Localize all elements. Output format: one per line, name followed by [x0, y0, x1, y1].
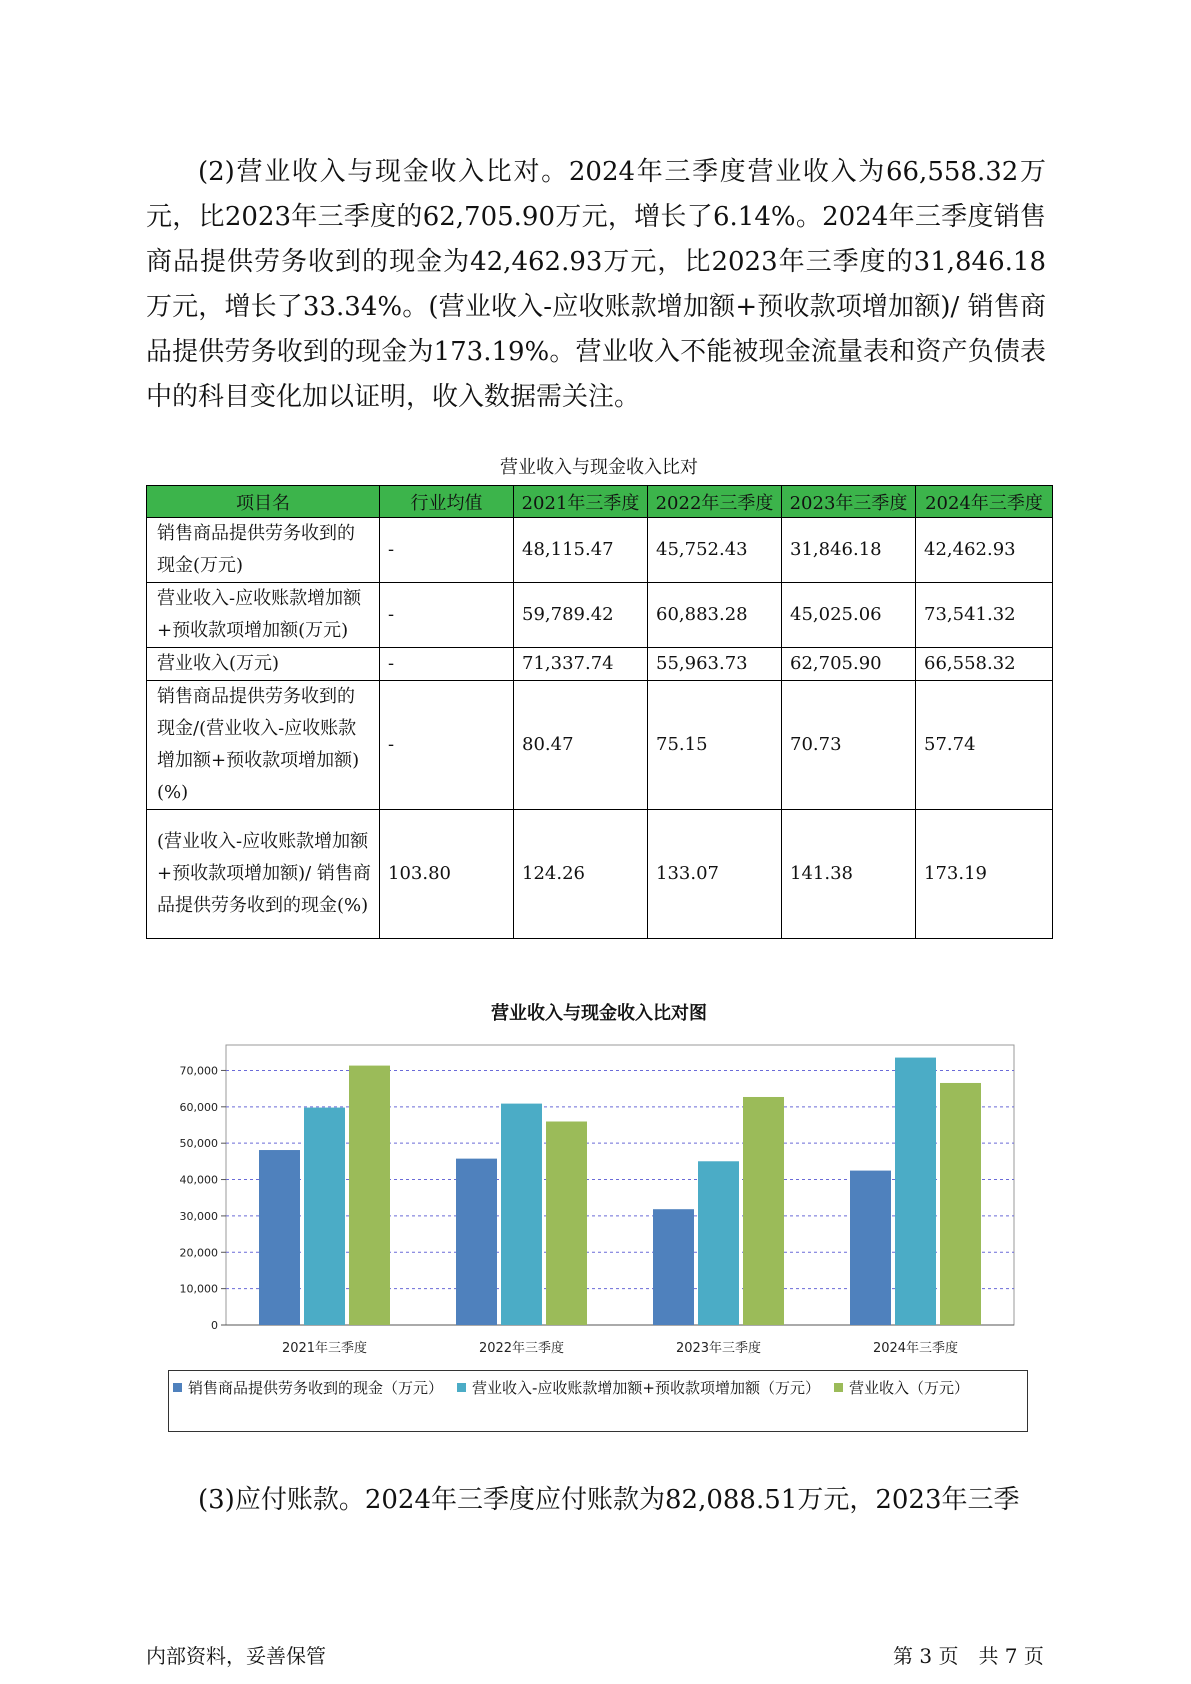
- header-item-name: 项目名: [147, 486, 380, 518]
- legend-label: 销售商品提供劳务收到的现金（万元）: [188, 1379, 444, 1397]
- bar: [546, 1121, 587, 1325]
- y-tick-label: 50,000: [179, 1137, 218, 1151]
- next-section-paragraph: [146, 1478, 1046, 1523]
- y-tick-label: 30,000: [179, 1209, 218, 1223]
- cell: 141.38: [782, 810, 916, 939]
- cell: 124.26: [514, 810, 648, 939]
- cell: 73,541.32: [916, 583, 1053, 648]
- legend-swatch: [834, 1383, 843, 1392]
- cell: 103.80: [380, 810, 514, 939]
- table-caption: 营业收入与现金收入比对: [500, 457, 698, 478]
- header-2021q3: 2021年三季度: [514, 486, 648, 518]
- bar: [698, 1161, 739, 1325]
- cell: -: [380, 518, 514, 583]
- y-tick-label: 40,000: [179, 1173, 218, 1187]
- comparison-table: [146, 485, 1053, 939]
- legend-swatch: [173, 1383, 182, 1392]
- bar: [456, 1159, 497, 1325]
- analysis-text: (2)营业收入与现金收入比对。2024年三季度营业收入为66,558.32万元，比2023年三季度的62,705.90万元，增长了6.14%。2024年三季度销售商品提供劳务收到的现金为42,462.93万元，比2023年三季度的31,846.18万元，增长了33.34%。(营业收入-应收账款增加额+预收款项增加额)/ 销售商品提供劳务收到的现金为173.19%。营业收入不能被现金流量表和资产负债表中的科目变化加以证明，收入数据需关注。: [146, 157, 1046, 412]
- chart-title: 营业收入与现金收入比对图: [491, 1003, 707, 1024]
- legend-label: 营业收入（万元）: [849, 1379, 970, 1397]
- table-row: [147, 681, 1053, 810]
- x-tick-label: 2023年三季度: [675, 1341, 762, 1356]
- cell: 75.15: [648, 681, 782, 810]
- bar: [349, 1066, 390, 1325]
- bar: [501, 1104, 542, 1325]
- cell: 66,558.32: [916, 648, 1053, 681]
- row-label: 营业收入(万元): [147, 648, 380, 681]
- legend-item: [457, 1375, 820, 1402]
- cell: -: [380, 583, 514, 648]
- bar: [304, 1108, 345, 1325]
- cell: -: [380, 648, 514, 681]
- table-row: [147, 518, 1053, 583]
- cell: 45,752.43: [648, 518, 782, 583]
- analysis-paragraph: [146, 150, 1046, 420]
- y-tick-label: 0: [211, 1319, 218, 1332]
- row-label: 销售商品提供劳务收到的现金/(营业收入-应收账款增加额+预收款项增加额)(%): [147, 681, 380, 810]
- cell: 45,025.06: [782, 583, 916, 648]
- x-tick-label: 2022年三季度: [478, 1341, 565, 1356]
- y-tick-label: 60,000: [179, 1100, 218, 1114]
- bar: [259, 1150, 300, 1325]
- y-tick-label: 70,000: [179, 1064, 218, 1078]
- legend-swatch: [457, 1383, 466, 1392]
- legend-item: [834, 1375, 969, 1402]
- table-header-row: [147, 486, 1053, 518]
- cell: 31,846.18: [782, 518, 916, 583]
- cell: 59,789.42: [514, 583, 648, 648]
- cell: 173.19: [916, 810, 1053, 939]
- row-label: 销售商品提供劳务收到的现金(万元): [147, 518, 380, 583]
- header-industry-avg: 行业均值: [380, 486, 514, 518]
- header-2022q3: 2022年三季度: [648, 486, 782, 518]
- cell: 55,963.73: [648, 648, 782, 681]
- bar-chart: [146, 1030, 1052, 1366]
- next-section-text: (3)应付账款。2024年三季度应付账款为82,088.51万元，2023年三季: [198, 1485, 1020, 1515]
- cell: 62,705.90: [782, 648, 916, 681]
- chart-legend: [168, 1370, 1028, 1432]
- bar: [895, 1058, 936, 1325]
- row-label: (营业收入-应收账款增加额+预收款项增加额)/ 销售商品提供劳务收到的现金(%): [147, 810, 380, 939]
- bar: [743, 1097, 784, 1325]
- row-label: 营业收入-应收账款增加额+预收款项增加额(万元): [147, 583, 380, 648]
- bar: [940, 1083, 981, 1325]
- y-tick-label: 10,000: [179, 1282, 218, 1296]
- footer-confidential: 内部资料，妥善保管: [146, 1644, 326, 1668]
- header-2023q3: 2023年三季度: [782, 486, 916, 518]
- table-row: [147, 583, 1053, 648]
- cell: 57.74: [916, 681, 1053, 810]
- cell: -: [380, 681, 514, 810]
- x-tick-label: 2024年三季度: [872, 1341, 959, 1356]
- footer-page-number: 第 3 页 共 7 页: [893, 1644, 1044, 1668]
- cell: 71,337.74: [514, 648, 648, 681]
- cell: 80.47: [514, 681, 648, 810]
- bar: [850, 1171, 891, 1325]
- cell: 42,462.93: [916, 518, 1053, 583]
- x-tick-label: 2021年三季度: [281, 1341, 368, 1356]
- table-row: [147, 648, 1053, 681]
- y-tick-label: 20,000: [179, 1246, 218, 1260]
- cell: 70.73: [782, 681, 916, 810]
- table-row: [147, 810, 1053, 939]
- legend-label: 营业收入-应收账款增加额+预收款项增加额（万元）: [472, 1379, 820, 1397]
- cell: 48,115.47: [514, 518, 648, 583]
- cell: 133.07: [648, 810, 782, 939]
- bar: [653, 1209, 694, 1325]
- cell: 60,883.28: [648, 583, 782, 648]
- legend-item: [173, 1375, 443, 1402]
- header-2024q3: 2024年三季度: [916, 486, 1053, 518]
